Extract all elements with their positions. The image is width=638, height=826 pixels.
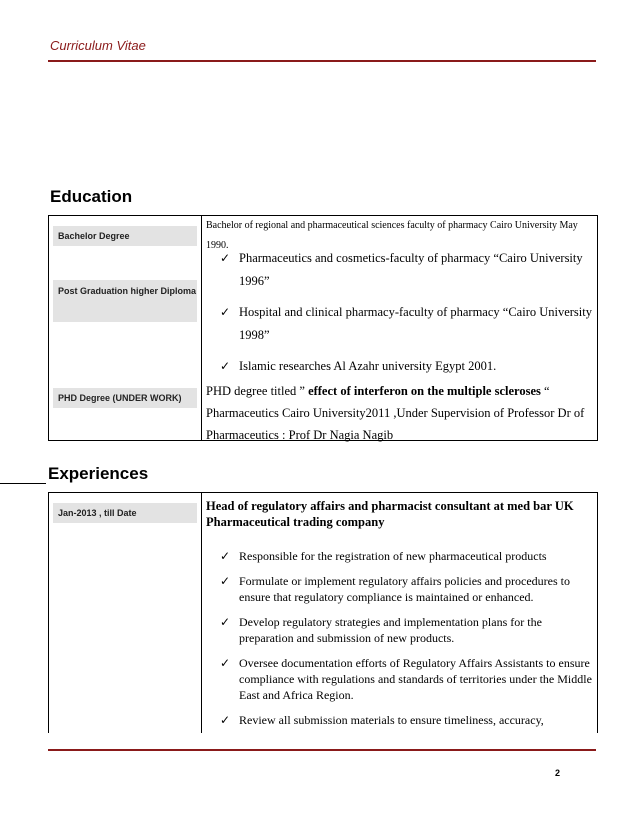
column-divider xyxy=(201,216,202,440)
footer-rule xyxy=(48,749,596,751)
list-item: ✓ Oversee documentation efforts of Regulatory Affairs Assistants to ensure compliance with regulations and standards of territories under the Middle East and Africa Region. xyxy=(220,656,592,702)
list-item: ✓ Responsible for the registration of new pharmaceutical products xyxy=(220,549,547,563)
post-graduation-list xyxy=(214,247,592,386)
experiences-heading: Experiences xyxy=(48,464,149,483)
bachelor-degree-label: Bachelor Degree xyxy=(53,226,197,246)
list-item: ✓ Hospital and clinical pharmacy-faculty of pharmacy “Cairo University 1998” xyxy=(214,301,592,347)
list-item: ✓ Develop regulatory strategies and implementation plans for the preparation and submission of new products. xyxy=(220,615,542,645)
check-mark-icon: ✓ xyxy=(220,359,231,373)
phd-degree-label: PHD Degree (UNDER WORK) xyxy=(53,388,197,408)
phd-degree-text: PHD degree titled ” effect of interferon on the multiple scleroses “ Pharmaceutics Cairo University2011 ,Under Supervision of Professor Dr of Pharmaceutics : Prof Dr Nagia Nagib xyxy=(206,384,585,442)
check-mark-icon: ✓ xyxy=(220,574,231,588)
header-rule xyxy=(48,60,596,62)
bachelor-degree-text: Bachelor of regional and pharmaceutical sciences faculty of pharmacy Cairo University May 1990. xyxy=(206,220,578,251)
experiences-table xyxy=(48,492,598,733)
education-heading: Education xyxy=(50,187,133,206)
job-title: Head of regulatory affairs and pharmacist consultant at med bar UK Pharmaceutical trading company xyxy=(206,499,574,529)
check-mark-icon: ✓ xyxy=(220,305,231,319)
page-number: 2 xyxy=(555,768,561,778)
post-graduation-label: Post Graduation higher Diploma xyxy=(53,280,197,322)
list-item: ✓ Review all submission materials to ensure timeliness, accuracy, xyxy=(220,713,544,727)
education-table xyxy=(48,215,598,441)
check-mark-icon: ✓ xyxy=(220,615,231,629)
job-responsibilities-list xyxy=(214,548,592,737)
list-item: ✓ Pharmaceutics and cosmetics-faculty of pharmacy “Cairo University 1996” xyxy=(214,247,592,293)
phd-title: effect of interferon on the multiple scleroses xyxy=(308,384,541,398)
job-date-label: Jan-2013 , till Date xyxy=(53,503,197,523)
check-mark-icon: ✓ xyxy=(220,549,231,563)
document-header-title: Curriculum Vitae xyxy=(50,38,146,53)
column-divider xyxy=(201,493,202,733)
check-mark-icon: ✓ xyxy=(220,656,231,670)
list-item: ✓ Islamic researches Al Azahr university Egypt 2001. xyxy=(214,355,592,378)
list-item: ✓ Formulate or implement regulatory affairs policies and procedures to ensure that regulatory compliance is maintained or enhanced. xyxy=(220,574,571,604)
experiences-rule xyxy=(0,483,46,484)
check-mark-icon: ✓ xyxy=(220,251,231,265)
check-mark-icon: ✓ xyxy=(220,713,231,727)
